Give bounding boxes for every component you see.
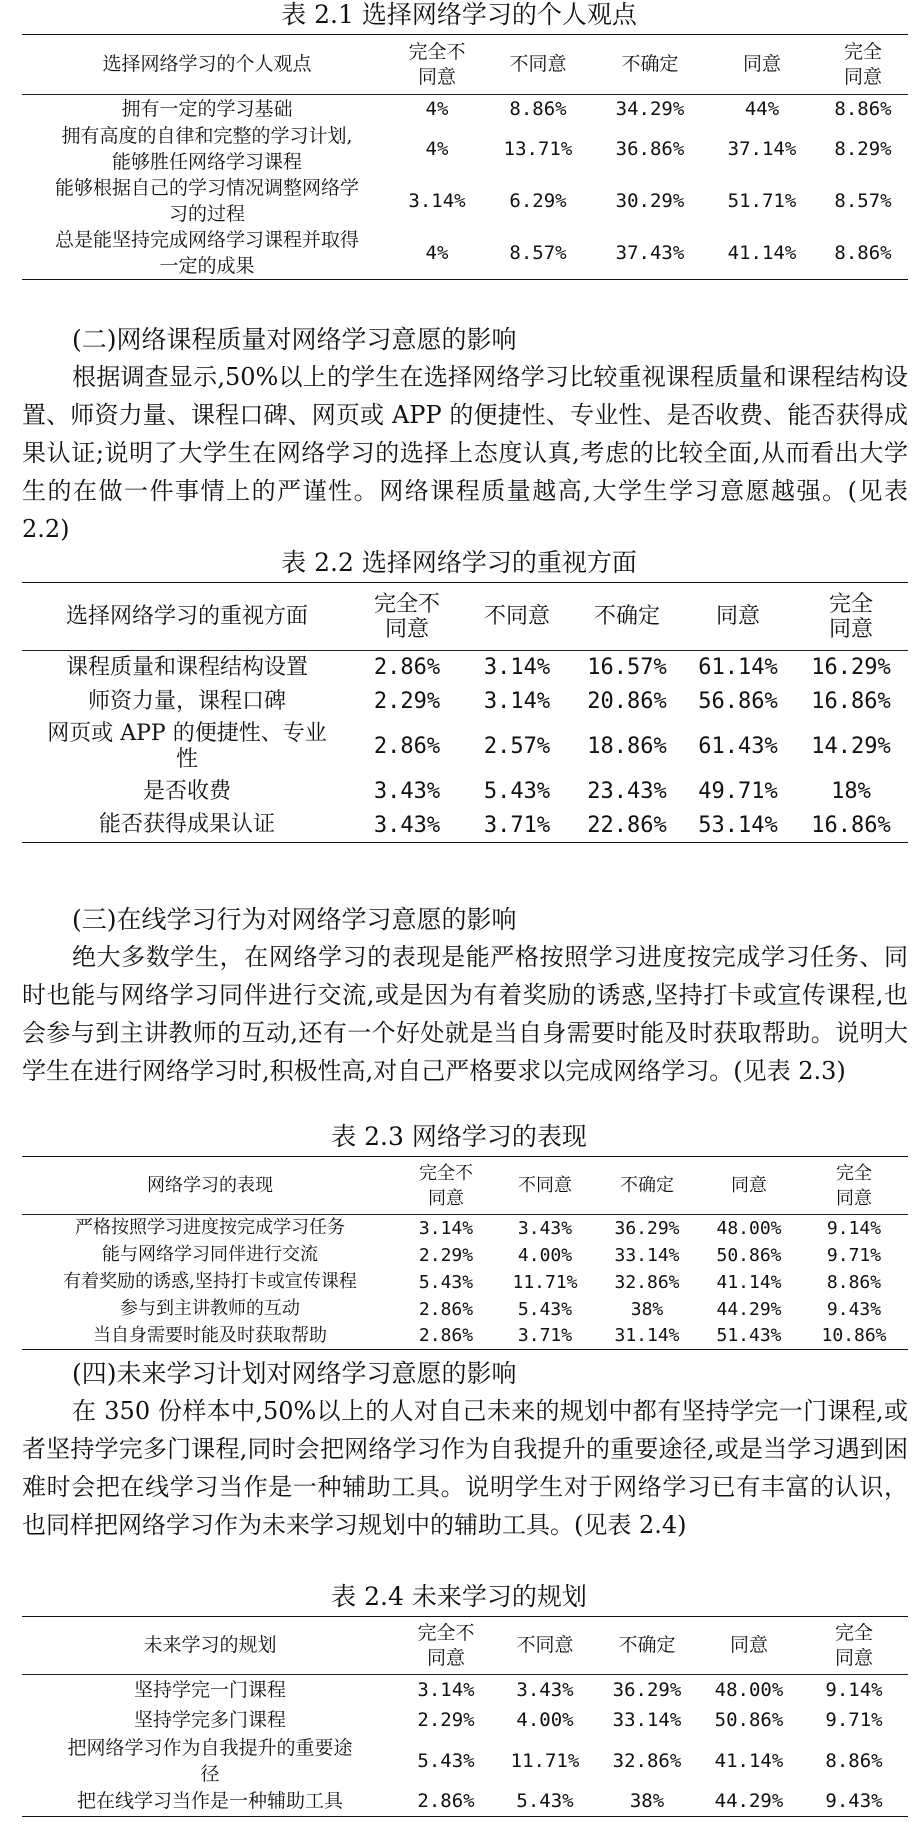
value-cell: 50.86% — [716, 1244, 782, 1266]
table-row — [22, 1269, 908, 1296]
value-cell: 48.00% — [714, 1678, 784, 1701]
value-cell: 10.86% — [821, 1325, 887, 1347]
value-cell: 16.86% — [811, 812, 891, 838]
value-cell: 8.86% — [834, 241, 892, 264]
column-header: 不同意 — [494, 1157, 596, 1215]
value-cell: 11.71% — [510, 1749, 580, 1772]
value-cell: 41.14% — [714, 1749, 784, 1772]
value-cell: 18% — [831, 779, 871, 804]
column-header: 同意 — [682, 583, 794, 651]
value-cell: 44.29% — [714, 1790, 784, 1813]
value-cell: 4.00% — [517, 1244, 573, 1266]
table-header-row — [22, 1157, 908, 1215]
value-cell: 51.71% — [727, 189, 797, 212]
row-label: 能否获得成果认证 — [98, 812, 275, 838]
table-2-1 — [22, 34, 908, 280]
value-cell: 9.43% — [825, 1790, 883, 1813]
value-cell: 33.14% — [612, 1708, 682, 1731]
section-4-paragraph: 在 350 份样本中,50%以上的人对自己未来的规划中都有坚持学完一门课程,或者坚持学完多门课程,同时会把网络学习作为自我提升的重要途径,或是当学习遇到困难时会把在线学习当作是一种辅助工具。说明学生对于网络学习已有丰富的认识，也同样把网络学习作为未来学习规划中的辅助工具。(见表 2.4) — [22, 1397, 908, 1539]
value-cell: 53.14% — [698, 812, 778, 838]
column-header: 完全不 同意 — [392, 35, 482, 95]
value-cell: 2.29% — [373, 689, 441, 714]
value-cell: 50.86% — [714, 1708, 784, 1731]
value-cell: 30.29% — [615, 189, 685, 212]
table-2-1-caption: 表 2.1 选择网络学习的个人观点 — [281, 0, 637, 29]
value-cell: 16.86% — [811, 689, 891, 714]
value-cell: 3.71% — [483, 812, 551, 838]
column-header: 完全 同意 — [818, 35, 908, 95]
row-label: 当自身需要时能及时获取帮助 — [93, 1324, 327, 1346]
column-header: 不确定 — [572, 583, 682, 651]
table-row — [22, 1242, 908, 1269]
row-label: 课程质量和课程结构设置 — [65, 654, 308, 680]
table-row — [22, 95, 908, 123]
column-header: 选择网络学习的重视方面 — [22, 583, 352, 651]
row-label: 坚持学完一门课程 — [133, 1678, 286, 1701]
value-cell: 11.71% — [512, 1271, 578, 1293]
column-header: 不确定 — [596, 1617, 698, 1675]
value-cell: 41.14% — [727, 241, 797, 264]
value-cell: 38% — [629, 1790, 665, 1813]
value-cell: 41.14% — [716, 1271, 782, 1293]
table-row — [22, 1675, 908, 1705]
value-cell: 44.29% — [716, 1298, 782, 1320]
table-row — [22, 651, 908, 685]
value-cell: 3.71% — [517, 1325, 573, 1347]
value-cell: 48.00% — [716, 1217, 782, 1239]
value-cell: 61.43% — [698, 734, 778, 759]
value-cell: 36.29% — [614, 1217, 680, 1239]
column-header: 不同意 — [482, 35, 594, 95]
table-2-3-caption: 表 2.3 网络学习的表现 — [331, 1122, 587, 1151]
row-label: 师资力量，课程口碑 — [87, 688, 286, 714]
value-cell: 3.43% — [516, 1678, 574, 1701]
value-cell: 5.43% — [517, 1298, 573, 1320]
column-header: 同意 — [698, 1617, 800, 1675]
column-header: 同意 — [698, 1157, 800, 1215]
value-cell: 9.14% — [826, 1217, 882, 1239]
row-label: 把网络学习作为自我提升的重要途 径 — [67, 1736, 353, 1785]
value-cell: 36.86% — [615, 137, 685, 160]
value-cell: 4% — [425, 137, 449, 160]
value-cell: 9.14% — [825, 1678, 883, 1701]
column-header: 不确定 — [594, 35, 706, 95]
value-cell: 9.71% — [826, 1244, 882, 1266]
column-header: 完全 同意 — [800, 1617, 908, 1675]
value-cell: 2.29% — [417, 1708, 475, 1731]
column-header: 同意 — [706, 35, 818, 95]
value-cell: 8.57% — [834, 189, 892, 212]
row-label: 拥有高度的自律和完整的学习计划, 能够胜任网络学习课程 — [61, 124, 353, 173]
value-cell: 5.43% — [483, 779, 551, 804]
row-label: 网页或 APP 的便捷性、专业 性 — [47, 720, 327, 772]
value-cell: 49.71% — [698, 779, 778, 804]
table-2-2 — [22, 582, 908, 843]
table-header-row — [22, 583, 908, 651]
value-cell: 44% — [744, 97, 780, 120]
table-row — [22, 1215, 908, 1242]
value-cell: 32.86% — [614, 1271, 680, 1293]
value-cell: 2.57% — [483, 734, 551, 759]
value-cell: 56.86% — [698, 689, 778, 714]
value-cell: 3.14% — [408, 189, 466, 212]
value-cell: 4.00% — [516, 1708, 574, 1731]
table-row — [22, 775, 908, 809]
table-row — [22, 175, 908, 227]
value-cell: 8.86% — [826, 1271, 882, 1293]
section-2-heading: (二)网络课程质量对网络学习意愿的影响 — [72, 325, 517, 354]
value-cell: 20.86% — [587, 689, 667, 714]
value-cell: 5.43% — [417, 1749, 475, 1772]
value-cell: 32.86% — [612, 1749, 682, 1772]
table-row — [22, 123, 908, 175]
value-cell: 4% — [425, 241, 449, 264]
value-cell: 2.86% — [373, 734, 441, 759]
column-header: 未来学习的规划 — [22, 1617, 398, 1675]
column-header: 选择网络学习的个人观点 — [22, 35, 392, 95]
value-cell: 6.29% — [509, 189, 567, 212]
row-label: 参与到主讲教师的互动 — [120, 1298, 300, 1319]
section-2-paragraph: 根据调查显示,50%以上的学生在选择网络学习比较重视课程质量和课程结构设置、师资力量、课程口碑、网页或 APP 的便捷性、专业性、是否收费、能否获得成果认证;说明了大学生在网络学习的选择上态度认真,考虑的比较全面,从而看出大学生的在做一件事情上的严谨性。网络课程质量越高,大学生学习意愿越强。(见表 2.2) — [22, 363, 908, 543]
table-header-row — [22, 35, 908, 95]
value-cell: 2.29% — [418, 1244, 474, 1266]
value-cell: 31.14% — [614, 1325, 680, 1347]
value-cell: 16.57% — [587, 655, 667, 681]
column-header: 完全不 同意 — [398, 1617, 494, 1675]
value-cell: 13.71% — [503, 137, 573, 160]
value-cell: 14.29% — [811, 734, 891, 759]
section-3-paragraph: 绝大多数学生，在网络学习的表现是能严格按照学习进度按完成学习任务、同时也能与网络学习同伴进行交流,或是因为有着奖励的诱惑,坚持打卡或宣传课程,也会参与到主讲教师的互动,还有一个好处就是当自身需要时能及时获取帮助。说明大学生在进行网络学习时,积极性高,对自己严格要求以完成网络学习。(见表 2.3) — [22, 943, 908, 1085]
value-cell: 3.14% — [418, 1217, 474, 1239]
value-cell: 3.14% — [483, 689, 551, 714]
row-label: 坚持学完多门课程 — [133, 1708, 286, 1731]
value-cell: 8.86% — [825, 1749, 883, 1772]
value-cell: 33.14% — [614, 1244, 680, 1266]
row-label: 拥有一定的学习基础 — [121, 97, 293, 120]
row-label: 严格按照学习进度按完成学习任务 — [75, 1217, 345, 1239]
value-cell: 8.29% — [834, 137, 892, 160]
value-cell: 9.71% — [825, 1708, 883, 1731]
value-cell: 38% — [630, 1298, 664, 1320]
value-cell: 8.86% — [834, 97, 892, 120]
column-header: 完全不 同意 — [398, 1157, 494, 1215]
value-cell: 37.43% — [615, 241, 685, 264]
row-label: 有着奖励的诱惑,坚持打卡或宣传课程 — [63, 1271, 357, 1292]
table-row — [22, 227, 908, 280]
value-cell: 34.29% — [615, 97, 685, 120]
table-row — [22, 719, 908, 775]
value-cell: 22.86% — [587, 812, 667, 838]
value-cell: 3.43% — [373, 812, 441, 838]
row-label: 能与网络学习同伴进行交流 — [102, 1244, 318, 1265]
column-header: 不同意 — [494, 1617, 596, 1675]
value-cell: 4% — [425, 97, 449, 120]
value-cell: 36.29% — [612, 1678, 682, 1701]
table-row — [22, 1323, 908, 1350]
column-header: 不确定 — [596, 1157, 698, 1215]
value-cell: 3.43% — [517, 1217, 573, 1239]
table-row — [22, 809, 908, 843]
value-cell: 8.86% — [509, 97, 567, 120]
value-cell: 8.57% — [509, 241, 567, 264]
section-3-heading: (三)在线学习行为对网络学习意愿的影响 — [72, 905, 517, 934]
value-cell: 9.43% — [826, 1298, 882, 1320]
column-header: 完全不 同意 — [352, 583, 462, 651]
value-cell: 5.43% — [516, 1790, 574, 1813]
table-2-2-caption: 表 2.2 选择网络学习的重视方面 — [281, 548, 637, 577]
table-row — [22, 1735, 908, 1787]
value-cell: 2.86% — [373, 655, 441, 681]
table-2-3 — [22, 1156, 908, 1350]
table-row — [22, 685, 908, 719]
row-label: 能够根据自己的学习情况调整网络学 习的过程 — [54, 176, 359, 225]
value-cell: 23.43% — [587, 779, 667, 804]
row-label: 是否收费 — [142, 778, 231, 804]
value-cell: 37.14% — [727, 137, 797, 160]
value-cell: 2.86% — [417, 1790, 475, 1813]
row-label: 把在线学习当作是一种辅助工具 — [76, 1790, 343, 1813]
table-row — [22, 1296, 908, 1323]
value-cell: 3.43% — [373, 779, 441, 804]
value-cell: 3.14% — [483, 655, 551, 681]
row-label: 总是能坚持完成网络学习课程并取得 一定的成果 — [54, 228, 359, 277]
column-header: 不同意 — [462, 583, 572, 651]
column-header: 完全 同意 — [800, 1157, 908, 1215]
value-cell: 16.29% — [811, 655, 891, 681]
section-4-heading: (四)未来学习计划对网络学习意愿的影响 — [72, 1359, 517, 1388]
table-2-4 — [22, 1616, 908, 1817]
table-header-row — [22, 1617, 908, 1675]
column-header: 网络学习的表现 — [22, 1157, 398, 1215]
value-cell: 51.43% — [716, 1325, 782, 1347]
value-cell: 61.14% — [698, 655, 778, 681]
table-row — [22, 1787, 908, 1817]
value-cell: 3.14% — [417, 1678, 475, 1701]
table-2-4-caption: 表 2.4 未来学习的规划 — [331, 1582, 587, 1611]
value-cell: 2.86% — [418, 1325, 474, 1347]
value-cell: 2.86% — [418, 1298, 474, 1320]
column-header: 完全 同意 — [794, 583, 908, 651]
value-cell: 5.43% — [418, 1271, 474, 1293]
value-cell: 18.86% — [587, 734, 667, 759]
table-row — [22, 1705, 908, 1735]
